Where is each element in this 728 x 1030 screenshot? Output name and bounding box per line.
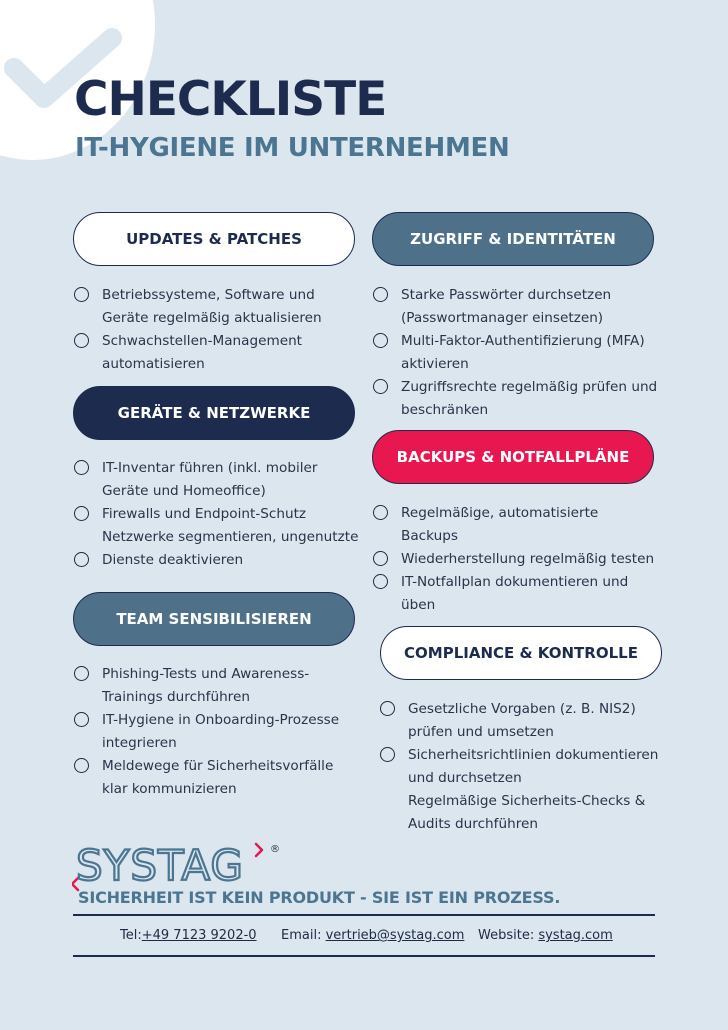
item-text-line: IT-Inventar führen (inkl. mobiler <box>102 460 318 476</box>
checklist-item <box>373 548 654 571</box>
email-link[interactable]: vertrieb@systag.com <box>325 928 465 943</box>
item-text-line: Zugriffsrechte regelmäßig prüfen und <box>401 379 658 395</box>
checklist-item <box>74 284 322 330</box>
contact-phone <box>120 928 257 943</box>
section-heading-geraete: GERÄTE & NETZWERKE <box>73 386 355 440</box>
item-text-line: Audits durchführen <box>408 816 538 832</box>
checkbox-circle-icon[interactable] <box>380 701 395 716</box>
checklist-item <box>74 503 358 549</box>
item-text-line: Gesetzliche Vorgaben (z. B. NIS2) <box>408 701 636 717</box>
item-text-line: (Passwortmanager einsetzen) <box>401 310 604 326</box>
checklist-item <box>380 698 658 744</box>
item-text-line: Meldewege für Sicherheitsvorfälle <box>102 758 334 774</box>
checkbox-circle-icon[interactable] <box>74 287 89 302</box>
checkbox-circle-icon[interactable] <box>373 505 388 520</box>
checklist-item <box>74 549 358 572</box>
footer-divider-bottom <box>73 955 655 957</box>
phone-link[interactable]: +49 7123 9202-0 <box>141 928 257 943</box>
checkbox-circle-icon[interactable] <box>74 758 89 773</box>
checkbox-circle-icon[interactable] <box>74 552 89 567</box>
checkbox-circle-icon[interactable] <box>74 712 89 727</box>
slogan: SICHERHEIT IST KEIN PRODUKT - SIE IST EIN PROZESS. <box>78 888 561 907</box>
checkbox-circle-icon[interactable] <box>373 551 388 566</box>
page-title: CHECKLISTE <box>74 72 387 127</box>
checklist-item <box>373 571 654 617</box>
item-text-line: Sicherheitsrichtlinien dokumentieren <box>408 747 659 763</box>
item-text-line: klar kommunizieren <box>102 781 237 797</box>
section-heading-compliance: COMPLIANCE & KONTROLLE <box>380 626 662 680</box>
checklist-item <box>74 330 322 376</box>
checkbox-circle-icon[interactable] <box>373 379 388 394</box>
checkbox-circle-icon[interactable] <box>74 333 89 348</box>
section-heading-zugriff: ZUGRIFF & IDENTITÄTEN <box>372 212 654 266</box>
item-text-line: beschränken <box>401 402 489 418</box>
systag-logo <box>72 840 272 892</box>
contact-email <box>281 928 464 943</box>
item-text-line: Dienste deaktivieren <box>102 552 244 568</box>
checklist-geraete <box>74 457 358 572</box>
item-text-line: integrieren <box>102 735 177 751</box>
checkbox-circle-icon[interactable] <box>74 506 89 521</box>
item-text-line: IT-Notfallplan dokumentieren und <box>401 574 629 590</box>
item-text-line: Geräte regelmäßig aktualisieren <box>102 310 322 326</box>
checklist-item <box>380 790 658 836</box>
checklist-updates <box>74 284 322 376</box>
checklist-item <box>74 755 339 801</box>
checklist-item <box>373 502 654 548</box>
email-label: Email: <box>281 928 326 943</box>
item-text-line: Backups <box>401 528 458 544</box>
item-text-line: automatisieren <box>102 356 205 372</box>
item-text-line: aktivieren <box>401 356 469 372</box>
website-label: Website: <box>478 928 539 943</box>
checklist-item <box>74 457 358 503</box>
item-text-line: Netzwerke segmentieren, ungenutzte <box>102 529 359 545</box>
registered-mark: ® <box>270 844 280 855</box>
checklist-zugriff <box>373 284 657 422</box>
page-subtitle: IT-HYGIENE IM UNTERNEHMEN <box>75 133 510 163</box>
item-text-line: Regelmäßige, automatisierte <box>401 505 599 521</box>
checkbox-circle-icon[interactable] <box>74 460 89 475</box>
checklist-item <box>373 376 657 422</box>
item-text-line: prüfen und umsetzen <box>408 724 554 740</box>
item-text-line: Trainings durchführen <box>102 689 250 705</box>
item-text-line: Firewalls und Endpoint-Schutz <box>102 506 307 522</box>
contact-website <box>478 928 613 943</box>
item-text-line: üben <box>401 597 436 613</box>
checkbox-circle-icon[interactable] <box>373 333 388 348</box>
item-text-line: Phishing-Tests und Awareness- <box>102 666 310 682</box>
checkbox-circle-icon[interactable] <box>380 747 395 762</box>
item-text-line: IT-Hygiene in Onboarding-Prozesse <box>102 712 340 728</box>
item-text-line: Betriebssysteme, Software und <box>102 287 315 303</box>
checkbox-circle-icon[interactable] <box>74 666 89 681</box>
item-text-line: Regelmäßige Sicherheits-Checks & <box>408 793 646 809</box>
item-text-line: Schwachstellen-Management <box>102 333 303 349</box>
section-heading-team: TEAM SENSIBILISIEREN <box>73 592 355 646</box>
section-heading-backups: BACKUPS & NOTFALLPLÄNE <box>372 430 654 484</box>
logo-wordmark: SYSTAG <box>76 841 244 890</box>
checklist-team <box>74 663 339 801</box>
checklist-item <box>74 663 339 709</box>
item-text-line: Wiederherstellung regelmäßig testen <box>401 551 655 567</box>
checkbox-circle-icon[interactable] <box>373 574 388 589</box>
phone-label: Tel: <box>120 928 142 943</box>
item-text-line: und durchsetzen <box>408 770 522 786</box>
website-link[interactable]: systag.com <box>538 928 613 943</box>
checkbox-circle-icon[interactable] <box>373 287 388 302</box>
checklist-item <box>380 744 658 790</box>
item-text-line: Starke Passwörter durchsetzen <box>401 287 612 303</box>
item-text-line: Multi-Faktor-Authentifizierung (MFA) <box>401 333 645 349</box>
checklist-item <box>373 330 657 376</box>
item-text-line: Geräte und Homeoffice) <box>102 483 266 499</box>
checklist-item <box>74 709 339 755</box>
checklist-compliance <box>380 698 658 836</box>
checklist-item <box>373 284 657 330</box>
section-heading-updates: UPDATES & PATCHES <box>73 212 355 266</box>
checklist-backups <box>373 502 654 617</box>
footer-divider-top <box>73 914 655 916</box>
